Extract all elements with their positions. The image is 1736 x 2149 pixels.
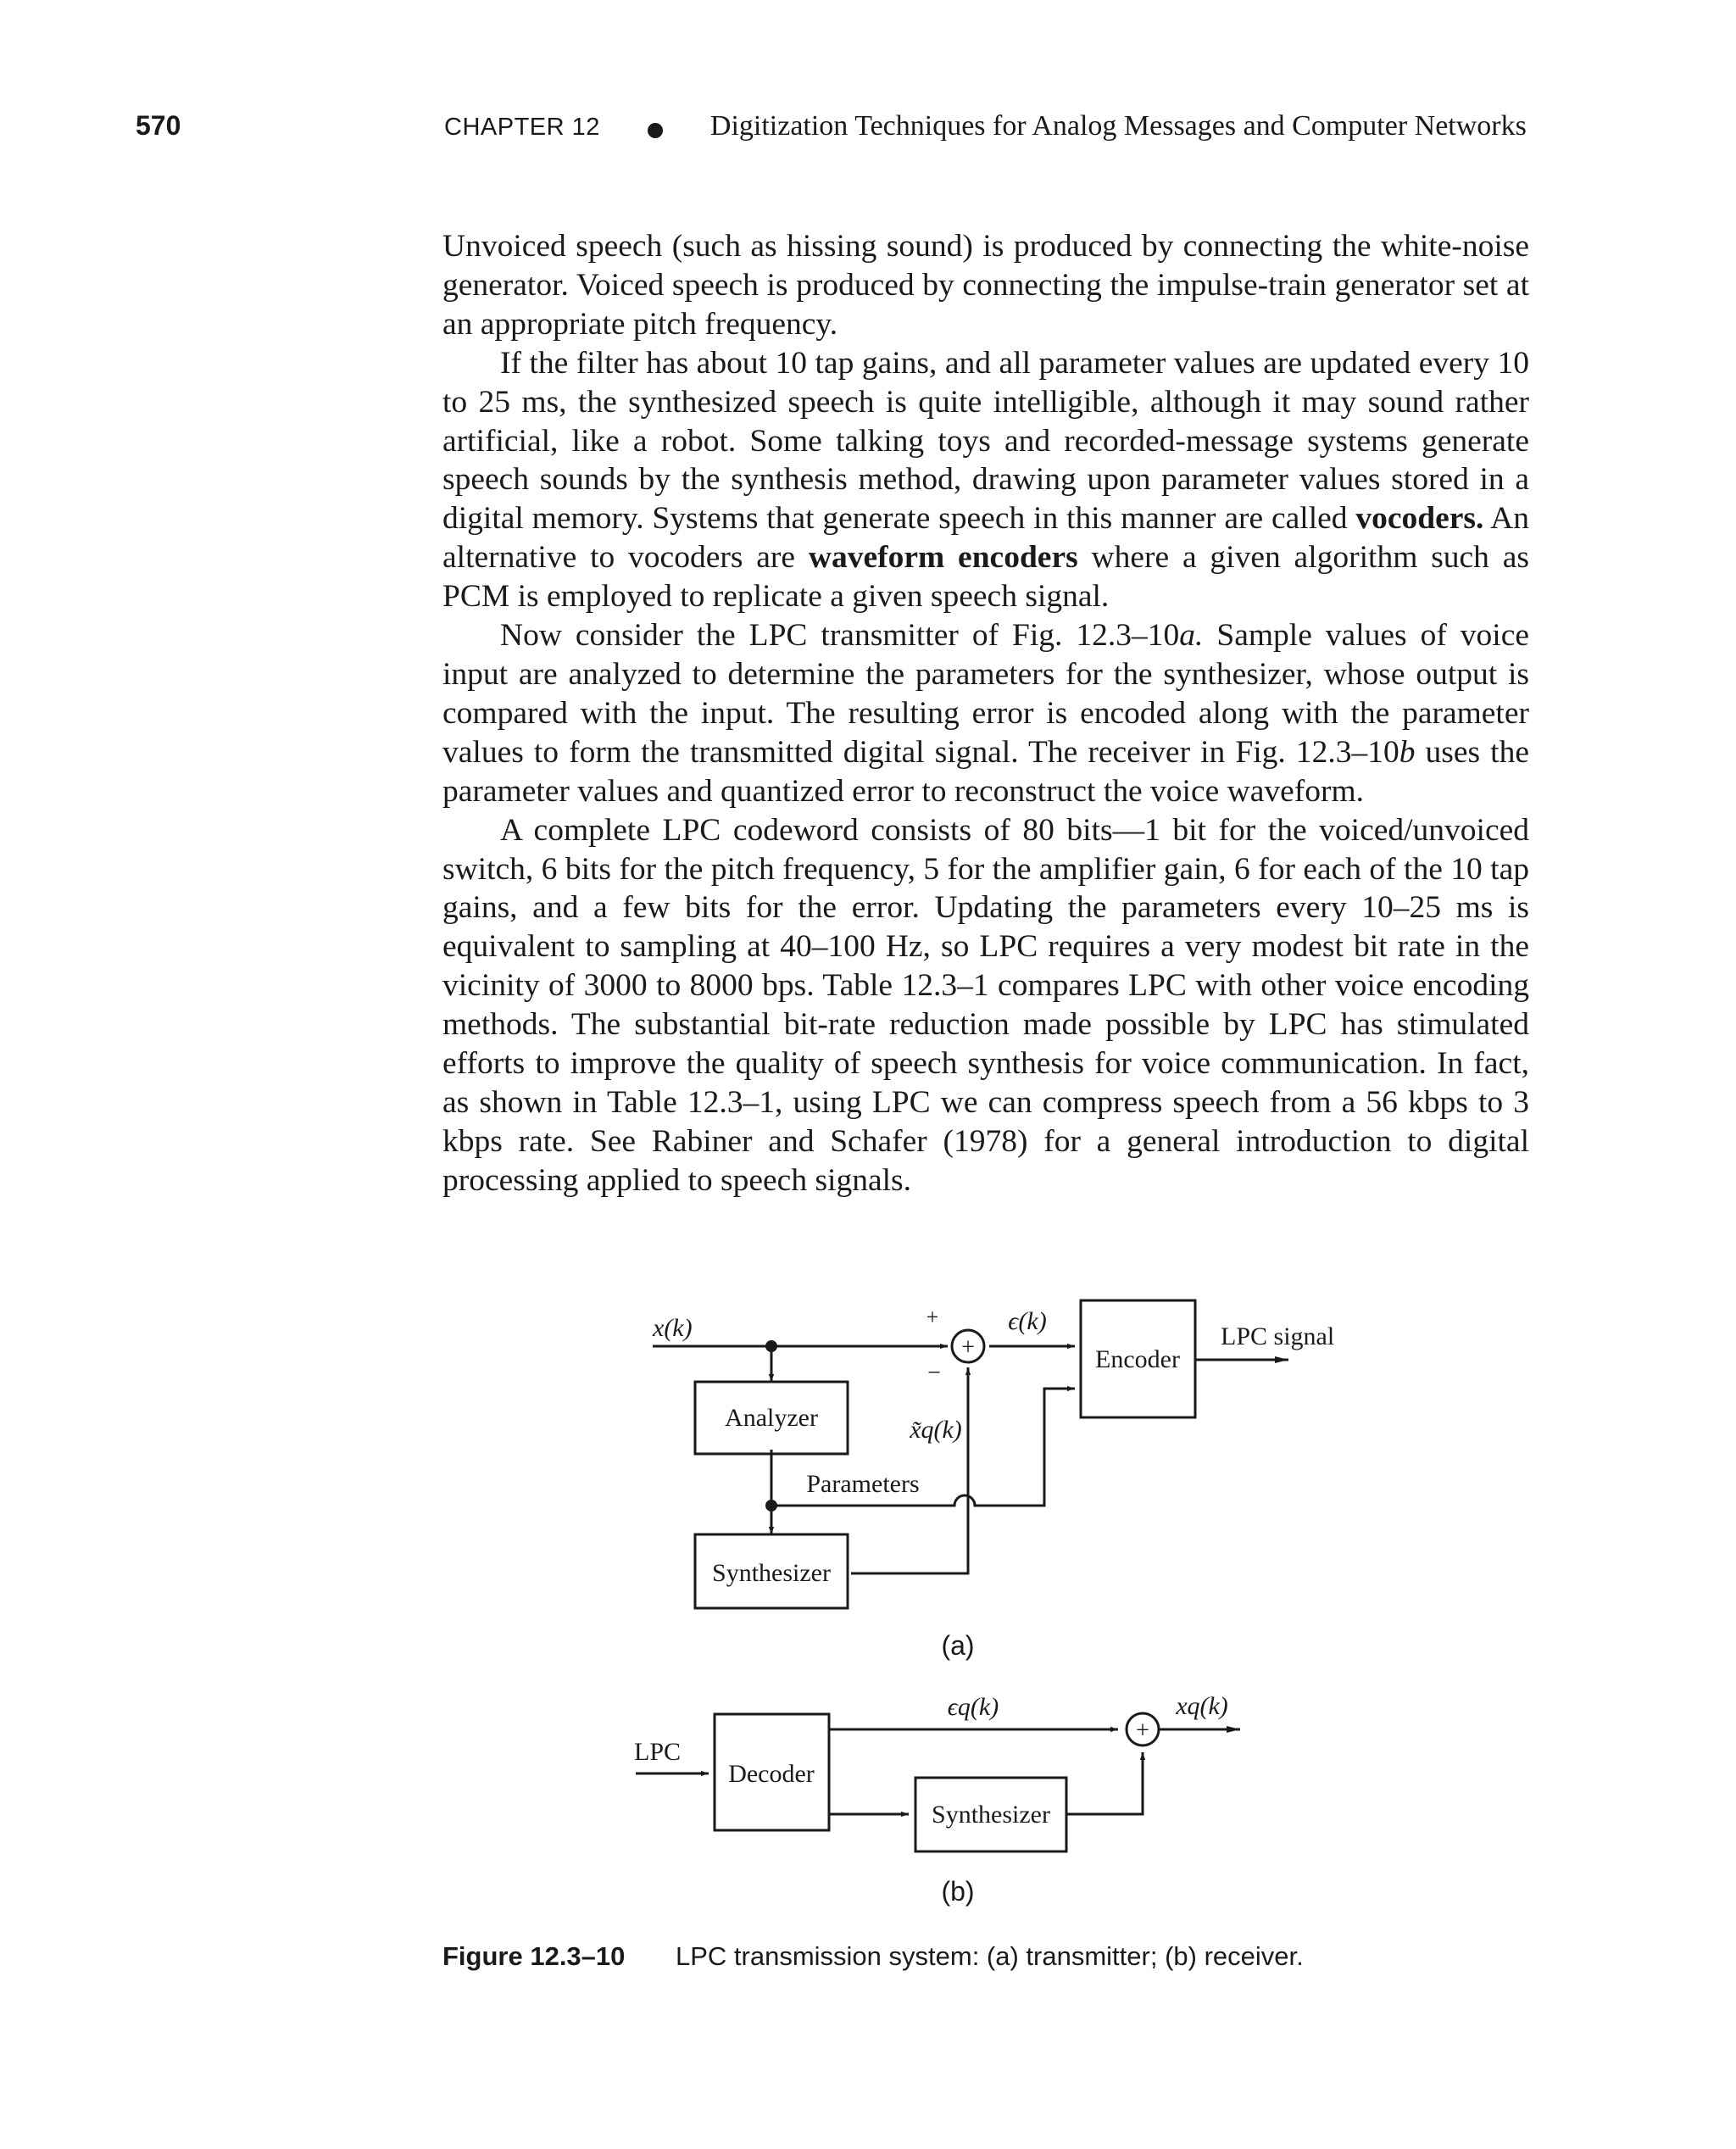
lpc-figure	[0, 1289, 1736, 2035]
lpc-block-diagram	[0, 1289, 1736, 2035]
parameters-label: Parameters	[806, 1470, 920, 1498]
fig-ref-b: b	[1399, 734, 1416, 770]
chapter-label: CHAPTER 12	[444, 114, 600, 141]
synthesizer-label-b: Synthesizer	[932, 1801, 1050, 1829]
plus-sign: +	[926, 1305, 939, 1329]
junction-dot-input	[765, 1340, 777, 1352]
fig-ref-a: a.	[1179, 618, 1204, 654]
paragraph-2	[442, 344, 1529, 616]
xq-tilde-label: x̃q(k)	[910, 1416, 962, 1444]
figure-caption	[442, 1941, 1304, 1972]
term-waveform-encoders: waveform encoders	[808, 540, 1078, 576]
bullet-icon	[648, 123, 663, 138]
paragraph-3-part-3: uses the parameter values and quantized error to reconstruct the voice waveform.	[442, 734, 1529, 809]
lpc-signal-label: LPC signal	[1221, 1322, 1335, 1350]
error-label-ek: ϵ(k)	[1008, 1307, 1047, 1335]
decoder-label: Decoder	[728, 1760, 815, 1788]
summer-b-symbol: +	[1136, 1718, 1149, 1744]
xq-output-label: xq(k)	[1176, 1692, 1228, 1720]
body-text	[442, 227, 1529, 1200]
caption-label: Figure 12.3–10	[442, 1941, 626, 1971]
lpc-input-label: LPC	[634, 1738, 682, 1766]
term-vocoders: vocoders.	[1355, 501, 1484, 537]
sublabel-a: (a)	[941, 1630, 975, 1661]
input-label-xk: x(k)	[653, 1314, 693, 1342]
running-head	[444, 110, 1529, 142]
paragraph-2-part-3: where a given algorithm such as PCM is employed to replicate a given speech signal.	[442, 540, 1529, 615]
paragraph-2-part-2: An alternative to vocoders are	[442, 501, 1529, 576]
chapter-title: Digitization Techniques for Analog Messages and Computer Networks	[709, 110, 1527, 142]
junction-dot-parameters	[765, 1500, 777, 1512]
analyzer-label: Analyzer	[725, 1404, 818, 1432]
sublabel-b: (b)	[941, 1876, 975, 1907]
paragraph-3	[442, 616, 1529, 811]
synthesizer-label-a: Synthesizer	[712, 1559, 831, 1587]
summer-a-symbol: +	[961, 1334, 975, 1361]
page-number: 570	[136, 110, 181, 141]
synthesizer-b-out-wire	[1066, 1752, 1143, 1814]
paragraph-1: Unvoiced speech (such as hissing sound) is produced by connecting the white-noise generator. Voiced speech is produced by connecting the impulse-train generator set at an appropriate pitch frequency.	[442, 229, 1529, 342]
paragraph-3-part-2: Sample values of voice input are analyzed to determine the parameters for the synthesizer, whose output is compared with the input. The resulting error is encoded along with the parameter values to form the transmitted digital signal. The receiver in Fig. 12.3–10	[442, 618, 1529, 770]
eq-label: ϵq(k)	[947, 1693, 999, 1721]
caption-text: LPC transmission system: (a) transmitter; (b) receiver.	[676, 1941, 1304, 1971]
encoder-label: Encoder	[1095, 1345, 1180, 1373]
paragraph-4: A complete LPC codeword consists of 80 bits—1 bit for the voiced/unvoiced switch, 6 bits for the pitch frequency, 5 for the amplifier gain, 6 for each of the 10 tap gains, and a few bits for the error. Updating the parameters every 10–25 ms is equivalent to sampling at 40–100 Hz, so LPC requires a very modest bit rate in the vicinity of 3000 to 8000 bps. Table 12.3–1 compares LPC with other voice encoding methods. The substantial bit-rate reduction made possible by LPC has stimulated efforts to improve the quality of speech synthesis for voice communication. In fact, as shown in Table 12.3–1, using LPC we can compress speech from a 56 kbps to 3 kbps rate. See Rabiner and Schafer (1978) for a general introduction to digital processing applied to speech signals.	[442, 812, 1529, 1198]
paragraph-2-part-1: If the filter has about 10 tap gains, and all parameter values are updated every 10 to 25 ms, the synthesized speech is quite intelligible, although it may sound rather artificial, like a robot. Some talking toys and recorded-message systems generate speech sounds by the synthesis method, drawing upon parameter values stored in a digital memory. Systems that generate speech in this manner are called	[442, 345, 1529, 537]
paragraph-3-part-1: Now consider the LPC transmitter of Fig. 12.3–10	[500, 618, 1180, 654]
minus-sign: −	[927, 1360, 941, 1386]
